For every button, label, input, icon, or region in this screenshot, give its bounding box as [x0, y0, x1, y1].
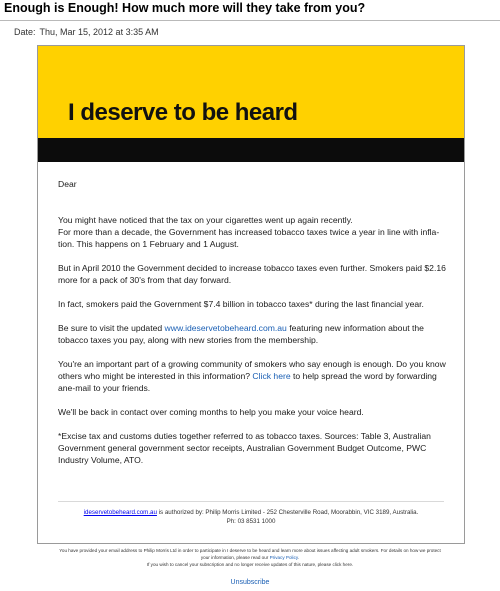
email-date — [14, 27, 163, 37]
email-body-frame — [37, 45, 465, 544]
legal-line-1: You have provided your email address to Philip Morris Ltd in order to participate in I deserve to be heard and learn more about issues affecting adult smokers. For details on how we protect — [59, 548, 441, 553]
privacy-policy-link[interactable]: Privacy Policy — [269, 555, 298, 560]
banner-title: I deserve to be heard — [68, 99, 298, 126]
email-subject: Enough is Enough! How much more will they take from you? — [4, 1, 366, 15]
paragraph-5 — [58, 358, 450, 394]
paragraph-5-text: You're an important part of a growing community of smokers who say enough is enough. Do you know others who might be interested in this information? — [58, 359, 446, 381]
paragraph-1b: For more than a decade, the Government has increased tobacco taxes twice a year in line with infla-tion. This happens on 1 February and 1 August. — [58, 227, 440, 249]
legal-line-2-text: your information, please read our — [200, 555, 270, 560]
paragraph-5-text-end: to help spread the word by forwarding ane-mail to your friends. — [58, 371, 437, 393]
phone-number: Ph: 03 8531 1000 — [226, 518, 276, 525]
paragraph-7: *Excise tax and customs duties together referred to as tobacco taxes. Sources: Table 3, Australian Government general government sector receipts, Australian Government Budget Outcome, PWC Industry Volume, ATO. — [58, 431, 431, 465]
banner — [38, 46, 464, 138]
unsubscribe-link[interactable]: Unsubscribe — [230, 579, 270, 586]
legal-line-2 — [10, 554, 490, 561]
paragraph-1a: You might have noticed that the tax on your cigarettes went up again recently. — [58, 215, 353, 225]
banner-black-bar — [38, 138, 464, 162]
paragraph-4 — [58, 322, 450, 346]
legal-line-3: If you wish to cancel your subscription and no longer receive updates of this nature, please click here. — [146, 562, 354, 567]
legal-footer — [10, 547, 490, 568]
paragraph-4-text-end: featuring new information about the tobacco taxes you pay, along with new stories from the membership. — [58, 323, 424, 345]
paragraph-3: In fact, smokers paid the Government $7.4 billion in tobacco taxes* during the last financial year. — [58, 299, 424, 309]
legal-line-2-end: . — [297, 555, 300, 560]
date-value: Thu, Mar 15, 2012 at 3:35 AM — [39, 27, 159, 37]
email-content — [58, 178, 450, 466]
subject-divider — [0, 20, 500, 21]
date-label: Date: — [14, 27, 36, 37]
website-link[interactable]: www.ideservetobeheard.com.au — [164, 323, 287, 333]
paragraph-4-text: Be sure to visit the updated — [58, 323, 165, 333]
footer-divider — [58, 501, 444, 502]
footer-website-link[interactable]: ideservetobeheard.com.au — [83, 509, 157, 516]
paragraph-2: But in April 2010 the Government decided to increase tobacco taxes even further. Smokers paid $2.16 more for a pack of 30's from that day forward. — [58, 263, 446, 285]
greeting: Dear — [58, 179, 77, 189]
authorization-footer — [58, 508, 444, 526]
paragraph-6: We'll be back in contact over coming months to help you make your voice heard. — [58, 407, 364, 417]
authorization-text: is authorized by: Philip Morris Limited - 252 Chesterville Road, Moorabbin, VIC 3189, Australia. — [156, 509, 419, 516]
click-here-link[interactable]: Click here — [252, 371, 291, 381]
